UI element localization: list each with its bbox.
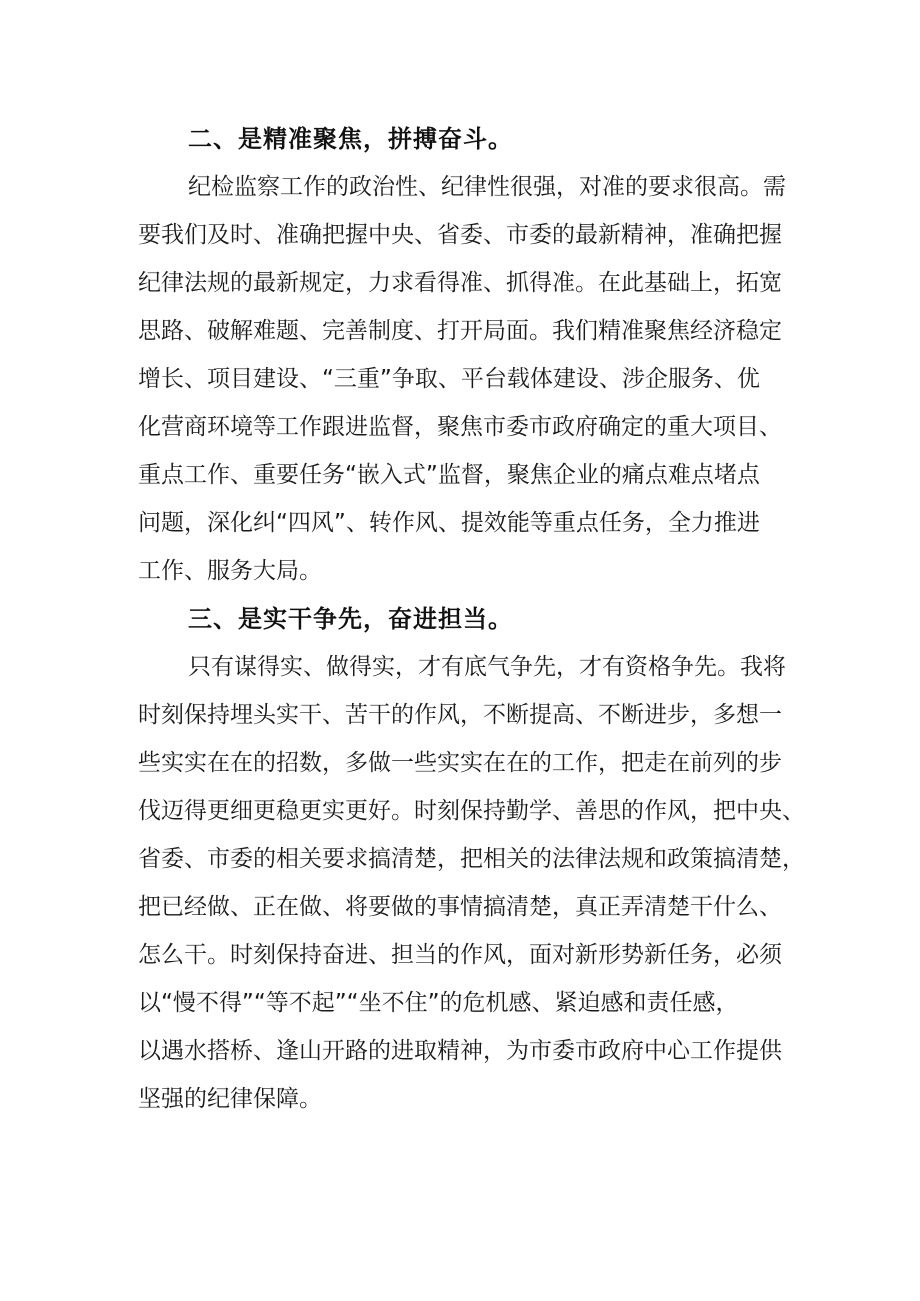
paragraph-line: 工作、服务大局。 — [138, 558, 322, 584]
paragraph-line: 时刻保持埋头实干、苦干的作风，不断提高、不断进步，多想一 — [138, 702, 782, 728]
paragraph-line: 化营商环境等工作跟进监督，聚焦市委市政府确定的重大项目、 — [138, 414, 782, 440]
paragraph-line: 些实实在在的招数，多做一些实实在在的工作，把走在前列的步 — [138, 750, 782, 776]
paragraph-line: 要我们及时、准确把握中央、省委、市委的最新精神，准确把握 — [138, 222, 782, 248]
paragraph-line: 把已经做、正在做、将要做的事情搞清楚，真正弄清楚干什么、 — [138, 894, 782, 920]
paragraph-line: 以遇水搭桥、逢山开路的进取精神，为市委市政府中心工作提供 — [138, 1038, 782, 1064]
paragraph-line: 省委、市委的相关要求搞清楚，把相关的法律法规和政策搞清楚， — [138, 846, 805, 872]
paragraph-line: 只有谋得实、做得实，才有底气争先，才有资格争先。我将 — [188, 654, 786, 680]
paragraph-line: 纪检监察工作的政治性、纪律性很强，对准的要求很高。需 — [188, 174, 786, 200]
paragraph-line: 问题，深化纠“四风”、转作风、提效能等重点任务，全力推进 — [138, 510, 760, 536]
paragraph-line: 怎么干。时刻保持奋进、担当的作风，面对新形势新任务，必须 — [138, 942, 782, 968]
section-heading-3: 三、是实干争先，奋进担当。 — [188, 605, 513, 633]
paragraph-line: 纪律法规的最新规定，力求看得准、抓得准。在此基础上，拓宽 — [138, 270, 782, 296]
paragraph-line: 重点工作、重要任务“嵌入式”监督，聚焦企业的痛点难点堵点 — [138, 462, 760, 488]
paragraph-line: 以“慢不得”“等不起”“坐不住”的危机感、紧迫感和责任感， — [138, 990, 739, 1016]
paragraph-line: 坚强的纪律保障。 — [138, 1086, 322, 1112]
paragraph-line: 思路、破解难题、完善制度、打开局面。我们精准聚焦经济稳定 — [138, 318, 782, 344]
section-heading-2: 二、是精准聚焦，拼搏奋斗。 — [188, 125, 513, 153]
paragraph-line: 伐迈得更细更稳更实更好。时刻保持勤学、善思的作风，把中央、 — [138, 798, 805, 824]
paragraph-line: 增长、项目建设、“三重”争取、平台载体建设、涉企服务、优 — [138, 366, 760, 392]
